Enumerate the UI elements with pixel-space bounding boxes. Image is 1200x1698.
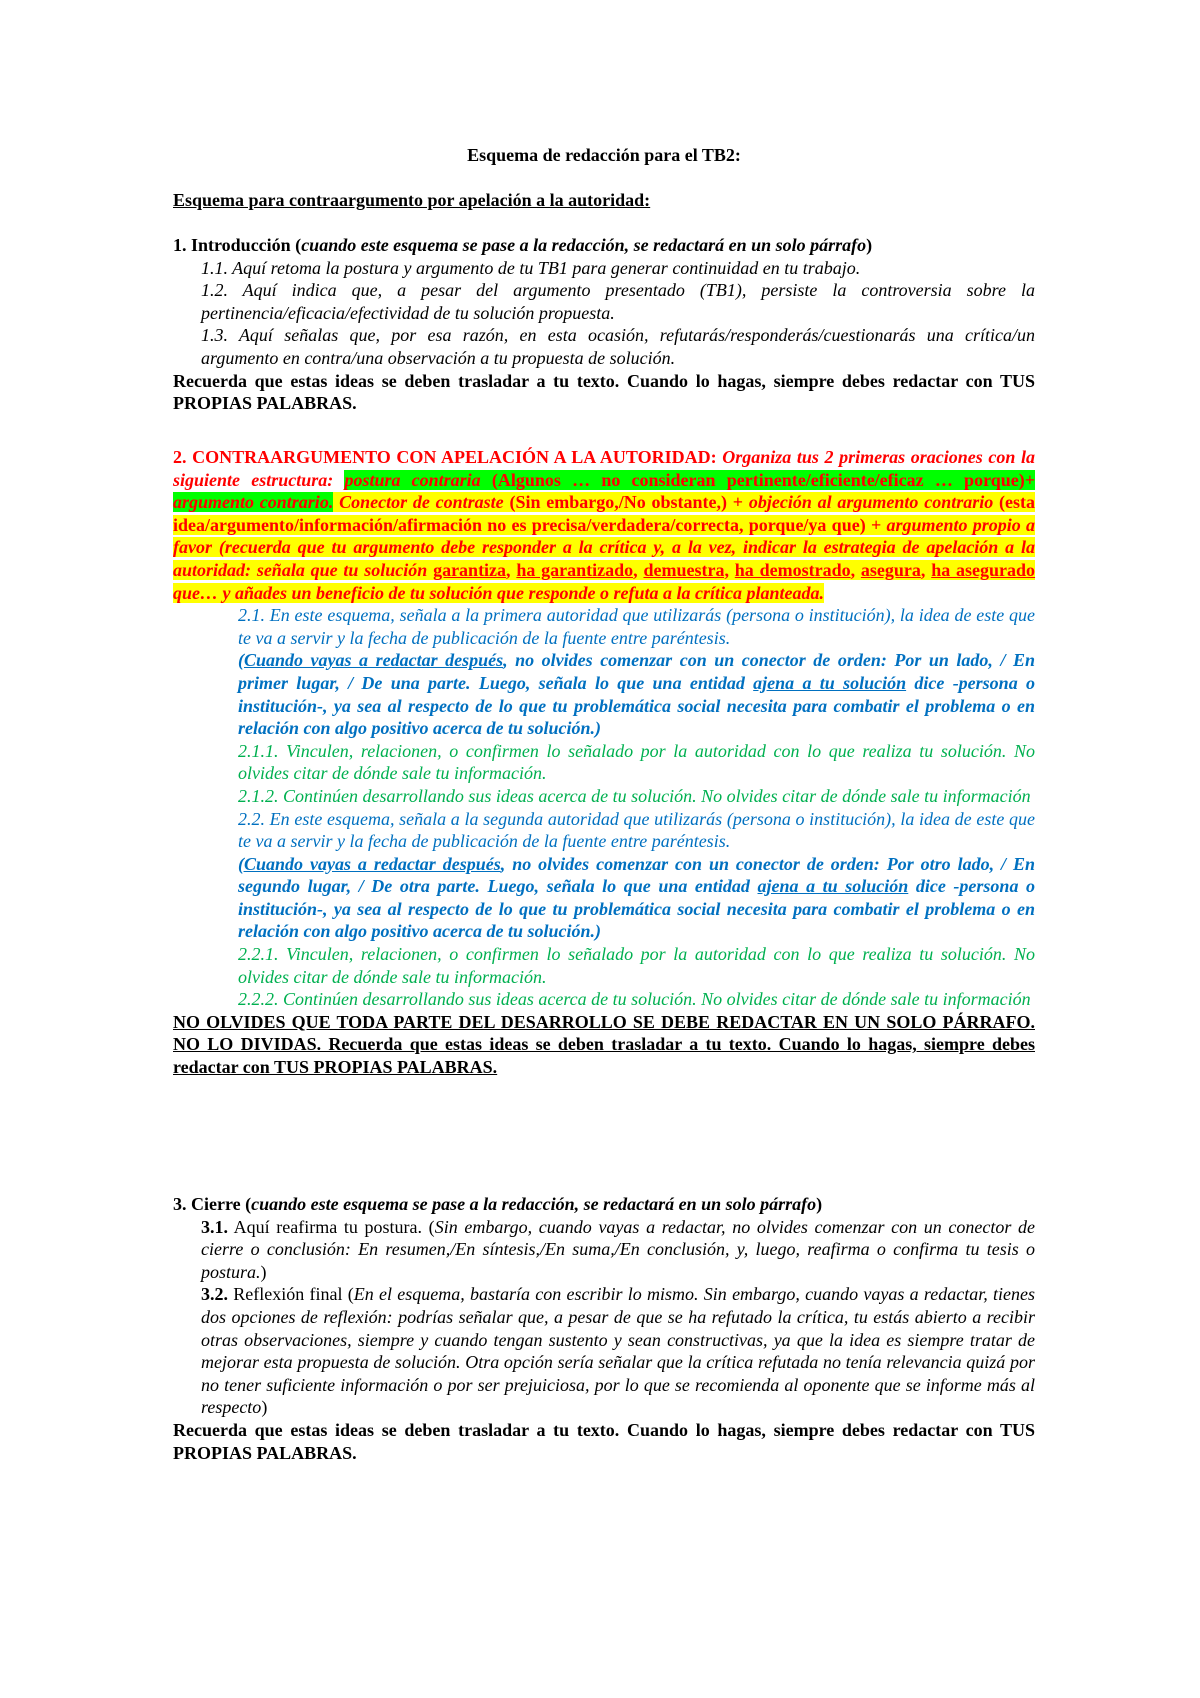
close-heading [173,1193,1035,1216]
dev-conector-contraste: Conector de contraste [333,492,504,513]
dev-item-2-2-note-a: , no olvides comenzar con un conector de orden: Por otro lado, / En segundo lugar, / De otra parte. Luego, señala lo que una entidad [238,853,1036,897]
dev-item-2-1-note-b: dice -persona o institución-, ya sea al respecto de lo que tu problemática social necesita para combatir el problema o en relación con algo positivo acerca de tu solución.) [238,672,1035,739]
dev-verb-4: ha demostrado [734,559,851,580]
dev-item-2-2: 2.2. En este esquema, señala a la segunda autoridad que utilizarás (persona o institución), la idea de este que te va a servir y la fecha de publicación de la fuente entre paréntesis. [238,808,1035,852]
dev-item-2-1-note-u: (Cuando vayas a redactar después [238,650,504,671]
dev-item-2-1-1: 2.1.1. Vinculen, relacionen, o confirmen lo señalado por la autoridad con lo que realiza tu solución. No olvides citar de dónde sale tu información. [238,740,1035,784]
dev-algunos: (Algunos … no consideran pertinente/eficiente/eficaz … porque)+ [480,469,1035,490]
section-development [173,446,1035,1079]
close-item-3-2-note: En el esquema, bastaría con escribir lo mismo. Sin embargo, cuando vayas a redactar, tienes dos opciones de reflexión: podrías señalar que, a pesar de que se ha refutado la crítica, tu estás abierto a recibir otras observaciones, siempre y cuando tengan sustento y sean constructivas, ya que la idea es siempre tratar de mejorar esta propuesta de solución. Otra opción sería señalar que la crítica refutada no tenía relevancia quizá por no tener suficiente información o por ser prejuiciosa, por lo que se recomienda al oponente que se informe más al respecto [201,1284,1035,1418]
dev-heading-label: 2. CONTRAARGUMENTO CON APELACIÓN A LA AUTORIDAD: [173,447,723,467]
close-reminder: Recuerda que estas ideas se deben trasladar a tu texto. Cuando lo hagas, siempre debes redactar con TUS PROPIAS PALABRAS. [173,1419,1035,1463]
close-item-3-1-close: ) [260,1261,267,1282]
close-item-3-2-num: 3.2. [201,1284,228,1305]
intro-heading [173,234,1035,257]
dev-item-2-1-note-u2: ajena a tu solución [753,672,907,693]
dev-argumento-propio: argumento propio a favor (recuerda que tu argumento debe responder a la crítica y, a la vez, indicar la estrategia de apelación a la autoridad: señala que tu solución [173,514,1036,580]
close-item-3-1-note: Sin embargo, cuando vayas a redactar, no olvides comenzar con un conector de cierre o conclusión: En resumen,/En síntesis,/En suma,/En conclusión, y, luego, reafirma o confirma tu tesis o postura. [201,1216,1035,1282]
intro-item-3: 1.3. Aquí señalas que, por esa razón, en esta ocasión, refutarás/responderás/cuestionarás una crítica/un argumento en contra/una observación a tu propuesta de solución. [201,325,1035,368]
section-closing [173,1193,1035,1464]
dev-item-2-2-1: 2.2.1. Vinculen, relacionen, o confirmen lo señalado por la autoridad con lo que realiza tu solución. No olvides citar de dónde sale tu información. [238,944,1035,987]
intro-heading-close: ) [866,235,873,255]
intro-heading-label: 1. Introducción ( [173,235,302,255]
dev-objecion: objeción al argumento contrario [748,492,994,513]
dev-heading: 2. CONTRAARGUMENTO CON APELACIÓN A LA AUTORIDAD: Organiza tus 2 primeras oraciones con la siguiente estructura: postura contraria (Algunos … no consideran pertinente/eficiente/eficaz … porque)+ argumento contrario. Conector de contraste (Sin embargo,/No obstante,) + objeción al argumento contrario (esta idea/argumento/información/afirmación no es precisa/verdadera/correcta, porque/ya que) + argumento propio a favor (recuerda que tu argumento debe responder a la crítica y, a la vez, indicar la estrategia de apelación a la autoridad: señala que tu solución garantiza, ha garantizado, demuestra, ha demostrado, asegura, ha asegurado que… y añades un beneficio de tu solución que responde o refuta a la crítica planteada. [173,447,1036,603]
intro-reminder: Recuerda que estas ideas se deben trasladar a tu texto. Cuando lo hagas, siempre debes redactar con TUS PROPIAS PALABRAS. [173,370,1035,414]
close-item-3-2-close: ) [261,1397,268,1418]
dev-item-2-1-2: 2.1.2. Continúen desarrollando sus ideas acerca de tu solución. No olvides citar de dónde sale tu información [238,785,1031,806]
dev-que-beneficio: que… y añades un beneficio de tu solución que responde o refuta a la crítica planteada. [173,582,824,603]
close-item-3-1-num: 3.1. [201,1216,228,1237]
dev-item-2-1: 2.1. En este esquema, señala a la primera autoridad que utilizarás (persona o institución), la idea de este que te va a servir y la fecha de publicación de la fuente entre paréntesis. [238,605,1035,648]
dev-postura-contraria: postura contraria [344,469,481,490]
dev-item-2-1-note [238,649,1035,739]
dev-item-2-2-note [238,853,1035,943]
dev-item-2-2-note-u: (Cuando vayas a redactar después [238,853,501,874]
dev-item-2-2-note-u2: ajena a tu solución [757,876,909,897]
document-subtitle: Esquema para contraargumento por apelación a la autoridad: [173,190,651,210]
dev-verb-2: ha garantizado [516,559,634,580]
dev-verb-6: ha asegurado [931,559,1036,580]
dev-verb-1: garantiza [433,559,507,580]
dev-item-2-2-2: 2.2.2. Continúen desarrollando sus ideas acerca de tu solución. No olvides citar de dónde sale tu información [238,989,1031,1010]
dev-sin-embargo: (Sin embargo,/No obstante,) + [503,492,749,513]
dev-warning: NO OLVIDES QUE TODA PARTE DEL DESARROLLO SE DEBE REDACTAR EN UN SOLO PÁRRAFO. NO LO DIVIDAS. Recuerda que estas ideas se deben trasladar a tu texto. Cuando lo hagas, siempre debes redactar con TUS PROPIAS PALABRAS. [173,1011,1035,1078]
intro-heading-note: cuando este esquema se pase a la redacción, se redactará en un solo párrafo [301,235,867,255]
close-heading-note: cuando este esquema se pase a la redacción, se redactará en un solo párrafo [251,1194,817,1214]
close-heading-label: 3. Cierre ( [173,1194,252,1214]
close-item-3-2-text: Reflexión final ( [228,1284,354,1305]
section-introduction [173,234,1035,415]
intro-item-1: 1.1. Aquí retoma la postura y argumento de tu TB1 para generar continuidad en tu trabajo. [201,257,861,278]
document-title: Esquema de redacción para el TB2: [467,145,741,165]
intro-item-2: 1.2. Aquí indica que, a pesar del argumento presentado (TB1), persiste la controversia sobre la pertinencia/eficacia/efectividad de tu solución propuesta. [201,280,1035,323]
close-item-3-1-text: Aquí reafirma tu postura. ( [228,1216,435,1237]
dev-item-2-2-note-b: dice -persona o institución-, ya sea al respecto de lo que tu problemática social necesita para combatir el problema o en relación con algo positivo acerca de tu solución.) [238,876,1036,942]
dev-verb-3: demuestra [643,559,725,580]
dev-subitems [238,604,1035,1011]
close-item-3-1 [201,1216,1035,1284]
dev-argumento-contrario: argumento contrario. [173,492,334,513]
dev-esta-idea: (esta idea/argumento/información/afirmación no es precisa/verdadera/correcta, porque/ya que) + [173,492,1036,535]
close-item-3-2 [201,1283,1035,1419]
dev-heading-instruction: Organiza tus 2 primeras oraciones con la siguiente estructura: [173,447,1035,490]
dev-item-2-1-note-a: , no olvides comenzar con un conector de orden: Por un lado, / En primer lugar, / De una parte. Luego, señala lo que una entidad [238,650,1035,693]
dev-verb-5: asegura [860,559,921,580]
close-heading-close: ) [816,1194,823,1214]
